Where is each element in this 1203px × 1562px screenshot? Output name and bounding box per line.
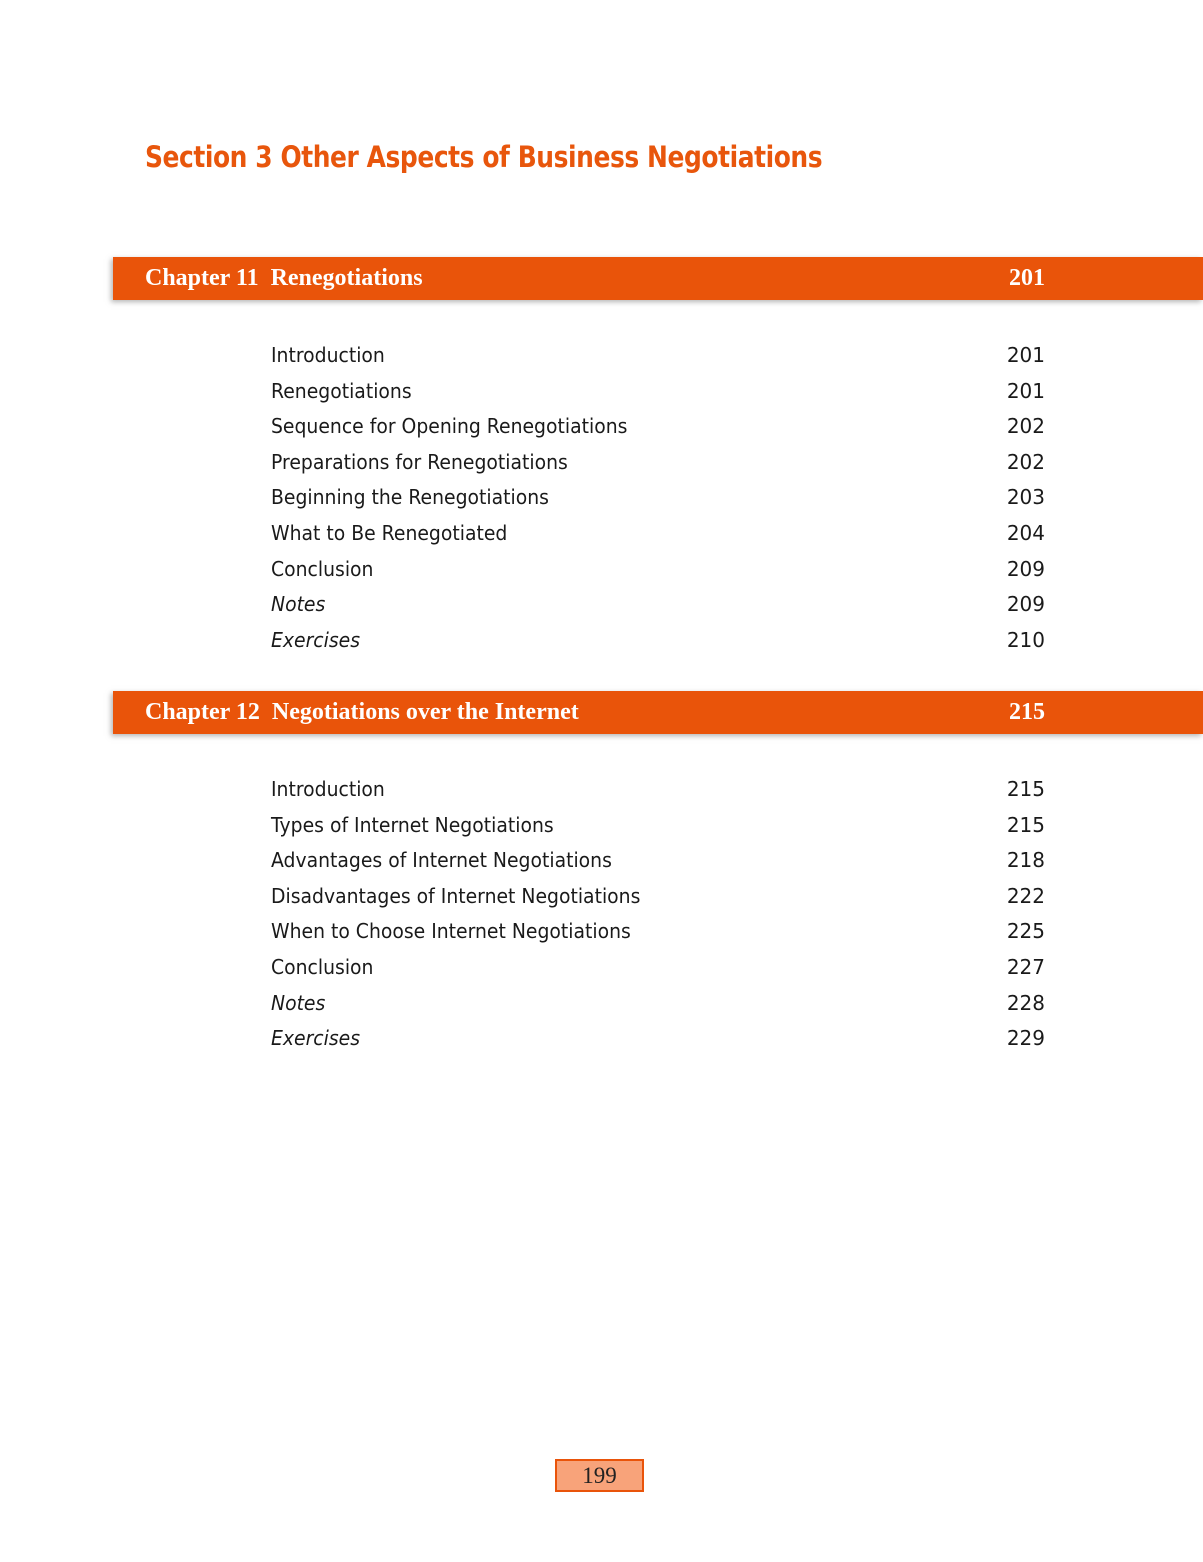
toc-entry[interactable] — [271, 480, 1045, 516]
toc-entry[interactable] — [271, 516, 1045, 552]
toc-entry-label: Advantages of Internet Negotiations — [271, 848, 612, 873]
toc-entry[interactable] — [271, 772, 1045, 808]
chapter-title: Chapter 12 Negotiations over the Internet — [145, 699, 579, 725]
toc-entry-page: 202 — [1006, 449, 1045, 474]
toc-entry[interactable] — [271, 623, 1045, 659]
toc-entry-label: Notes — [271, 990, 326, 1015]
toc-entry-page: 222 — [1006, 883, 1045, 908]
toc-entry-page: 225 — [1006, 919, 1045, 944]
toc-entry[interactable] — [271, 445, 1045, 481]
toc-entry-label: Renegotiations — [271, 378, 412, 403]
toc-entry-label: Introduction — [271, 777, 385, 801]
toc-entry-page: 201 — [1006, 343, 1045, 367]
chapter-page-number: 201 — [1009, 265, 1045, 291]
toc-entry-page: 228 — [1006, 990, 1045, 1015]
toc-entry-label: Exercises — [271, 1026, 361, 1051]
toc-entry-label: Disadvantages of Internet Negotiations — [271, 883, 641, 908]
toc-entry[interactable] — [271, 914, 1045, 950]
toc-entry-label: Introduction — [271, 343, 385, 367]
toc-entry-page: 203 — [1006, 485, 1045, 510]
toc-entry-page: 215 — [1006, 812, 1045, 837]
chapter-12-header[interactable] — [113, 691, 1203, 734]
toc-entry-label: Beginning the Renegotiations — [271, 485, 549, 510]
toc-entry[interactable] — [271, 843, 1045, 879]
toc-entry-page: 201 — [1006, 378, 1045, 403]
chapter-11-entries — [271, 338, 1045, 658]
toc-entry-label: Conclusion — [271, 954, 374, 979]
toc-entry-label: Conclusion — [271, 556, 374, 581]
toc-entry-page: 229 — [1006, 1026, 1045, 1051]
toc-entry[interactable] — [271, 1021, 1045, 1057]
chapter-11-header[interactable] — [113, 257, 1203, 300]
toc-entry-label: When to Choose Internet Negotiations — [271, 919, 631, 944]
toc-entry[interactable] — [271, 409, 1045, 445]
page-number: 199 — [555, 1459, 644, 1492]
toc-entry-label: Types of Internet Negotiations — [271, 812, 554, 837]
chapter-12-entries — [271, 772, 1045, 1057]
toc-entry[interactable] — [271, 552, 1045, 588]
toc-entry-page: 210 — [1006, 627, 1045, 652]
toc-entry-label: Preparations for Renegotiations — [271, 449, 568, 474]
toc-entry-page: 218 — [1006, 848, 1045, 873]
toc-entry[interactable] — [271, 950, 1045, 986]
toc-entry-page: 202 — [1006, 414, 1045, 439]
toc-entry[interactable] — [271, 587, 1045, 623]
toc-entry-label: What to Be Renegotiated — [271, 520, 508, 545]
toc-entry[interactable] — [271, 879, 1045, 915]
chapter-title: Chapter 11 Renegotiations — [145, 265, 423, 291]
toc-entry-page: 215 — [1006, 777, 1045, 801]
section-title: Section 3 Other Aspects of Business Negotiations — [145, 140, 823, 174]
toc-entry-page: 227 — [1006, 954, 1045, 979]
toc-entry-page: 209 — [1006, 592, 1045, 617]
toc-entry[interactable] — [271, 374, 1045, 410]
toc-entry-page: 204 — [1006, 520, 1045, 545]
toc-entry[interactable] — [271, 986, 1045, 1022]
toc-entry[interactable] — [271, 338, 1045, 374]
chapter-page-number: 215 — [1009, 699, 1045, 725]
toc-entry-page: 209 — [1006, 556, 1045, 581]
toc-entry[interactable] — [271, 808, 1045, 844]
toc-entry-label: Exercises — [271, 627, 361, 652]
toc-entry-label: Sequence for Opening Renegotiations — [271, 414, 628, 439]
toc-entry-label: Notes — [271, 592, 326, 617]
